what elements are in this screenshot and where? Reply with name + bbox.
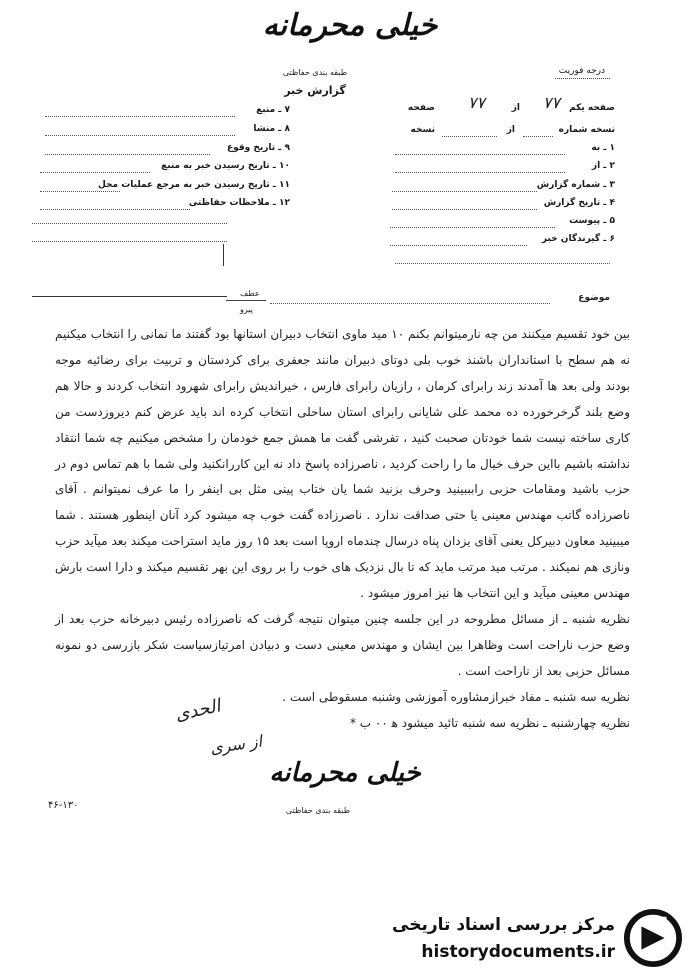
body-paragraph: نظریه چهارشنبه ـ نظریه سه شنبه تائید میشود ه‍ ۰۰ ب *	[349, 715, 630, 730]
field-label: ۲ ـ از	[591, 161, 615, 171]
field-label: ۱۰ ـ تاریخ رسیدن خبر به منبع	[161, 161, 290, 171]
field-report-number-row	[390, 180, 615, 194]
field-page-row	[390, 93, 615, 117]
field-attachment-row	[390, 216, 615, 230]
field-label: ۷ ـ منبع	[256, 105, 290, 115]
field-label: ۹ ـ تاریخ وقوع	[226, 143, 290, 153]
report-title: گزارش خبر	[284, 84, 346, 97]
classification-stamp-bottom: خیلی محرمانه	[269, 758, 421, 788]
form-frame-divider	[223, 244, 224, 266]
logo-title-fa: مرکز بررسی اسناد تاریخی	[392, 915, 615, 935]
form-frame-line	[32, 296, 227, 297]
field-from: از	[511, 103, 520, 113]
logo-url: historydocuments.ir	[421, 942, 615, 962]
field-to-row	[390, 143, 615, 157]
classification-label-top: طبقه بندی حفاظتی	[282, 68, 348, 77]
body-paragraph: بین خود تقسیم میکنند من چه نارمیتوانم بکنم ۱۰ مید ماوی انتخاب دبیران استانها بود گفتند ما نمانی را انتخاب میکنیم نه هم سطح با استانداران باشند خوب بلی دوتای دبیران مانند جعفری برای کردستان و تربیت برای رضائیه موجه بودند ولی بعد ها آمدند زند رابرای کرمان ، رازیان رابرای فارس ، خیراندیش رابرای شهرود انتخاب کردند و حالا هم وضع بلند گرخرخورده ده محمد علی شایانی رابرای استان ساحلی انتخاب کرده اند باید عرض کنم دیروزدست من کاری ساخته نیست شما خودتان صحبت کنید ، تفرشی گفت ما همش جمع خودمان را مشخص میکنیم چه شما انتقاد نداشته باشیم بااین حرف خیال ما را راحت کردید ، ناصرزاده پاسخ داد نه این کاررانکنید ولی شما با هم تماس دوم در حزب باشید ومقامات حزبی رابببینید وحرف بزنید شما یان ختاب پینی مثل بی اینفر را ما عرف نمیتوانم . آقای ناصرزاده گاتب مهندس معینی یا حتی صداقت ندارد . ناصرزاده گفت خوب چه میشود کرد آنان اینطور هستند . شما میبینید معاون دبیرکل یعنی آقای یزدان پناه درسال چندماه اروپا است بعد ۱۵ روز ماید استراحت میکند بعد میآید حزب ونازی هم نمیکند . مرتب مید مرتب ماید که تا بال نزدیک های خوب را بر روی این بهر تقسیم میکند و دارا است بارش مهندس معینی میآید و این انتخاب ها نیز امروز میشود .	[55, 327, 630, 601]
classification-label-bottom: طبقه بندی حفاظتی	[285, 806, 351, 815]
field-label: ۸ ـ منشا	[253, 124, 290, 134]
field-origin-row	[40, 124, 290, 138]
field-label: ۱۲ ـ ملاحظات حفاظتی	[188, 198, 290, 208]
reference-divider	[226, 300, 266, 301]
field-recipients-row	[390, 234, 615, 248]
document-number: ۴۶-۱۳۰	[48, 800, 79, 811]
field-occurrence-date-row	[40, 143, 290, 157]
classification-stamp-top: خیلی محرمانه	[262, 8, 438, 43]
priority-line	[555, 78, 610, 79]
field-source-row	[40, 105, 290, 119]
field-received-source-row	[40, 161, 290, 175]
field-label: نسخه شماره	[558, 125, 615, 135]
field-received-local-row	[40, 180, 290, 194]
field-from: از	[506, 125, 515, 135]
field-security-notes-row	[40, 198, 290, 212]
field-copy-unit: نسخه	[410, 125, 435, 135]
field-label: ۱ ـ به	[591, 143, 615, 153]
field-label: ۵ ـ پیوست	[569, 216, 615, 226]
field-report-date-row	[390, 198, 615, 212]
body-paragraph: نظریه شنبه ـ از مسائل مطروحه در این جلسه چنین میتوان نتیجه گرفت که ناصرزاده رئیس دبیرخانه حزب بعد از وضع حزب ناراحت است وظاهرا بین ایشان و مهندس معینی دست و دبیادن امرتیازسیاست شکر بازرسی دو نمونه مسائل حزبی بعد از ناراحت است .	[55, 611, 630, 678]
archive-logo-icon	[624, 909, 682, 967]
watermark-logo	[370, 905, 690, 967]
field-from-row	[390, 161, 615, 175]
follow-up-label: پیرو	[240, 305, 253, 314]
field-label: ۳ ـ شماره گزارش	[536, 180, 615, 190]
field-label: ۶ ـ گیرندگان خبر	[541, 234, 615, 244]
report-body	[55, 322, 630, 737]
handwritten-page-total: ۷۷	[467, 93, 485, 112]
priority-label: درجه فوریت	[558, 66, 605, 76]
subject-label: موضوع	[578, 293, 610, 303]
field-copy-row	[390, 125, 615, 139]
signature-2: از سری	[208, 731, 264, 758]
field-label: صفحه یکم	[569, 103, 615, 113]
body-paragraph: نظریه سه شنبه ـ مفاد خبرازمشاوره آموزشی وشنبه مسقوطی است .	[282, 689, 630, 704]
field-label: ۱۱ ـ تاریخ رسیدن خبر به مرجع عملیات محل	[98, 180, 290, 190]
reference-label: عطف	[240, 289, 260, 298]
field-page-unit: صفحه	[407, 103, 435, 113]
handwritten-page-mark: ۷۷	[542, 93, 560, 112]
subject-line	[270, 303, 550, 304]
signature-1: الحدی	[173, 695, 223, 726]
field-label: ۴ ـ تاریخ گزارش	[543, 198, 615, 208]
